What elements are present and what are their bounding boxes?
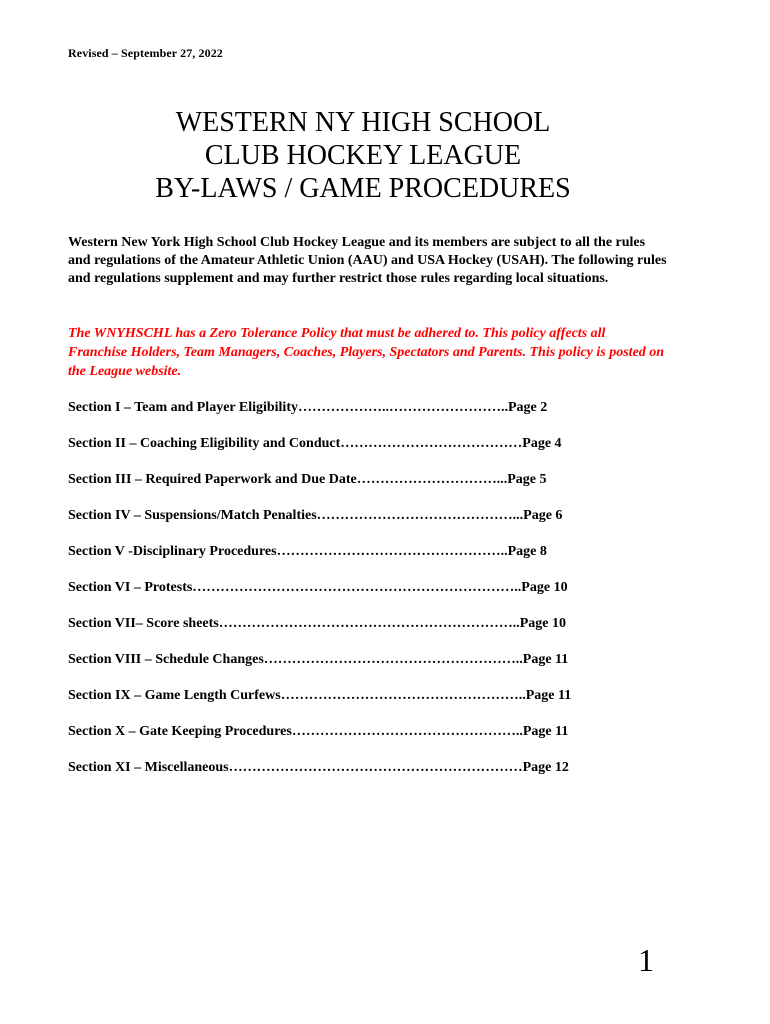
toc-entry-section-5: Section V -Disciplinary Procedures…………………………………………..Page 8 [68,544,547,559]
toc-entry-section-7: Section VII– Score sheets………………………………………………………..Page 10 [68,616,567,631]
table-of-contents [68,398,571,794]
revised-date: Revised – September 27, 2022 [68,46,223,60]
toc-entry-section-3: Section III – Required Paperwork and Due Date…………………………...Page 5 [68,472,547,487]
toc-entry-section-11: Section XI – Miscellaneous………………………………………………………Page 12 [68,760,569,775]
toc-entry-section-8: Section VIII – Schedule Changes………………………………………………..Page 11 [68,652,569,667]
toc-entry-section-10: Section X – Gate Keeping Procedures…………………………………………..Page 11 [68,724,569,739]
title-line-3: BY-LAWS / GAME PROCEDURES [155,173,571,204]
title-line-1: WESTERN NY HIGH SCHOOL [175,107,551,138]
toc-entry-section-4: Section IV – Suspensions/Match Penalties……………………………………...Page 6 [68,508,563,523]
toc-entry-section-1: Section I – Team and Player Eligibility………………..……………………..Page 2 [68,400,548,415]
toc-entry-section-6: Section VI – Protests……………………………………………………………..Page 10 [68,580,568,595]
document-title [0,106,726,205]
toc-entry-section-2: Section II – Coaching Eligibility and Conduct…………………………………Page 4 [68,436,562,451]
intro-paragraph: Western New York High School Club Hockey League and its members are subject to all the rules and regulations of the Amateur Athletic Union (AAU) and USA Hockey (USAH). The following rules and regulations supplement and may further restrict those rules regarding local situations. [68,235,667,286]
page-number: 1 [638,942,654,978]
title-line-2: CLUB HOCKEY LEAGUE [204,140,522,171]
toc-entry-section-9: Section IX – Game Length Curfews……………………………………………..Page 11 [68,688,572,703]
zero-tolerance-policy: The WNYHSCHL has a Zero Tolerance Policy that must be adhered to. This policy affects all Franchise Holders, Team Managers, Coaches, Players, Spectators and Parents. This policy is posted on the League website. [68,326,665,379]
